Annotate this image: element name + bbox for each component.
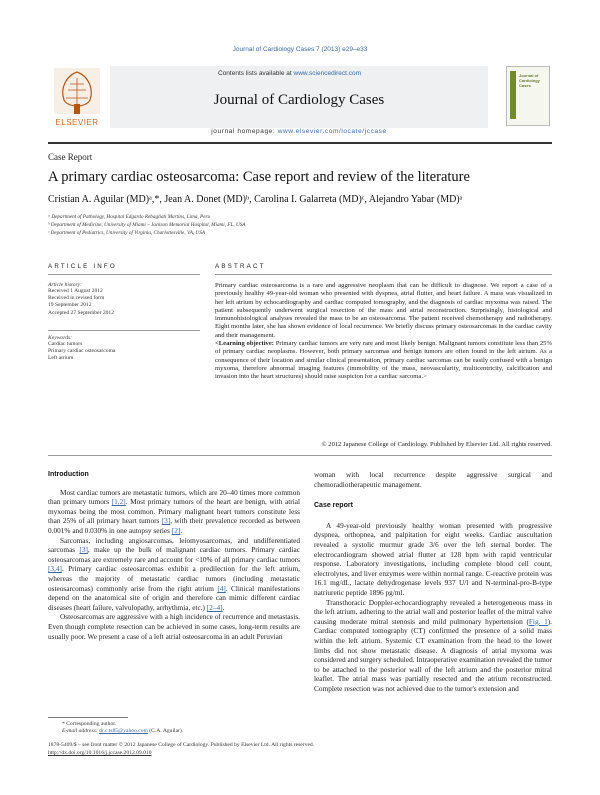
masthead xyxy=(48,66,552,135)
email-link[interactable]: dr.c.ts85@yahoo.com xyxy=(99,728,148,735)
copyright-line: © 2012 Japanese College of Cardiology. Published by Elsevier Ltd. All rights reserved. xyxy=(321,441,552,448)
corresponding-author-note: * Corresponding author. xyxy=(62,721,117,727)
intro-paragraph-3: Osteosarcomas are aggressive with a high incidence of recurrence and metastasis. Even though complete resection can be achieved in some cases, long-term results are usually poor. We present a case of a left atrial osteosarcoma in an adult Peruvian xyxy=(48,612,300,641)
intro-paragraph-2: Sarcomas, including angiosarcomas, leiomyosarcomas, and undifferentiated sarcomas [3], make up the bulk of malignant cardiac tumors. Primary cardiac osteosarcomas are extremely rare and account for <10% of all primary cardiac tumors [3,4]. Primary cardiac osteosarcomas exhibit a predilection for the left atrium, whereas the majority of metastatic cardiac tumors (including metastatic osteosarcomas) commonly arise from the right atrium [4]. Clinical manifestations depend on the anatomical site of origin and therefore can mimic different cardiac diseases (heart failure, valvulopathy, arrhythmia, etc.) [2–4]. xyxy=(48,535,300,612)
abstract-heading: ABSTRACT xyxy=(215,263,266,270)
figure-link[interactable]: Fig. 1 xyxy=(528,616,548,626)
journal-citation: Journal of Cardiology Cases 7 (2013) e29–e33 xyxy=(232,46,368,53)
reference-link[interactable]: [1,2] xyxy=(111,497,126,507)
reference-link[interactable]: [3] xyxy=(79,545,88,555)
abstract-body xyxy=(215,282,552,382)
issn-line: 1878-5409/$ – see front matter © 2012 Japanese College of Cardiology. Published by Elsevier Ltd. All rights reserved. xyxy=(48,742,315,748)
footnotes xyxy=(62,721,302,735)
reference-link[interactable]: [3,4] xyxy=(48,564,62,574)
keyword-item: Left atrium xyxy=(48,355,74,362)
contents-line xyxy=(218,70,361,77)
contents-prefix: Contents lists available at xyxy=(218,70,294,77)
sciencedirect-link[interactable]: www.sciencedirect.com xyxy=(293,70,362,77)
author-list: Cristian A. Aguilar (MD)ᵃ,*, Jean A. Donet (MD)ᵇ, Carolina I. Galarreta (MD)ᶜ, Alejandro Yabar (MD)ᵃ xyxy=(48,194,463,205)
info-rule-left xyxy=(48,274,200,275)
article-type: Case Report xyxy=(48,152,93,162)
history-item: Accepted 27 September 2012 xyxy=(48,309,115,316)
case-paragraph-1: A 49-year-old previously healthy woman presented with progressive dyspnea, orthopnea, and palpitation for eight weeks. Cardiac auscultation revealed a systolic murmur grade 3/6 over the left sternal border. The electrocardiogram showed atrial flutter at 128 bpm with rapid ventricular response. Laboratory investigations, including complete blood cell count, electrolytes, and liver enzymes were within normal range. C-reactive protein was 16.1 mg/dL, lactate dehydrogenase levels 937 U/l and N-terminal-pro-B-type natriuretic peptide 1896 pg/ml. xyxy=(314,520,552,597)
case-report-heading: Case report xyxy=(314,502,353,510)
doi-link[interactable]: http://dx.doi.org/10.1016/j.jccase.2012.09.010 xyxy=(48,750,152,756)
article-info xyxy=(48,282,200,317)
footnote-rule xyxy=(48,717,128,718)
keyword-item: Primary cardiac osteosarcoma xyxy=(48,348,116,355)
reference-link[interactable]: [4] xyxy=(217,583,226,593)
left-column xyxy=(48,470,300,641)
history-label: Article history: xyxy=(48,282,83,288)
case-paragraph-2: Transthoracic Doppler-echocardiography revealed a heterogeneous mass in the left atrium, adhering to the atrial wall and posterior leaflet of the mitral valve causing moderate mitral stenosis and mild pulmonary hypertension (Fig. 1). Cardiac computed tomography (CT) confirmed the presence of a solid mass within the left atrium. Systemic CT examination from the head to the lower limbs did not show metastatic disease. A diagnosis of atrial myxoma was considered and surgery scheduled. Intraoperative examination revealed the tumor to be attached to the posterior wall of the left atrium and the posterior mitral leaflet. The atrial mass was partially resected and the atrium reconstructed. Complete resection was not achieved due to the tumor's extension and xyxy=(314,597,553,693)
right-column xyxy=(314,470,552,693)
intro-paragraph-1: Most cardiac tumors are metastatic tumors, which are 20–40 times more common than primary tumors [1,2]. Most primary tumors of the heart are benign, with atrial myxomas being the most common. Primary malignant heart tumors constitute less than 25% of all primary heart tumors [3], with their prevalence recorded as between 0.001% and 0.030% in one autopsy series [2]. xyxy=(48,487,301,535)
history-item: Received 1 August 2012 xyxy=(48,288,103,294)
affiliation-c: ᶜ Department of Pediatrics, University of Virginia, Charlottesville, VA, USA xyxy=(48,230,206,236)
history-item: 19 September 2012 xyxy=(48,302,92,309)
article-info-heading: ARTICLE INFO xyxy=(48,263,117,270)
affiliation-a: ᵃ Department of Pathology, Hospital Edgardo Rebagliati Martins, Lima, Peru xyxy=(48,214,211,220)
cover-title: Journal of Cardiology Cases xyxy=(519,73,540,88)
article-title: A primary cardiac osteosarcoma: Case report and review of the literature xyxy=(48,169,470,185)
journal-homepage xyxy=(110,128,488,135)
cover-stripe xyxy=(510,71,516,119)
learning-objective-label: <Learning objective: xyxy=(215,340,274,348)
introduction-heading: Introduction xyxy=(48,471,89,478)
reference-link[interactable]: [3] xyxy=(161,516,171,526)
masthead-rule xyxy=(48,142,552,144)
history-item: Received in revised form xyxy=(48,295,105,302)
homepage-prefix: journal homepage: xyxy=(211,128,278,135)
reference-link[interactable]: [2] xyxy=(171,525,181,535)
publisher-logo-text: ELSEVIER xyxy=(55,118,99,127)
journal-cover xyxy=(506,66,550,126)
learning-objective-text: Primary cardiac tumors are very rare and most likely benign. Malignant tumors constitute less than 25% of primary cardiac neoplasms. However, both primary sarcomas and benign tumors are often found in the left atrium. As a consequence of their location and similar clinical presentation, primary cardiac sarcomas can be easily confused with a benign myxoma, therefore abnormal imaging features (immobility of the mass, neovascularity, multicentricity, calcification and invasion into the heart structures) should raise suspicion for a cardiac sarcoma.> xyxy=(215,340,552,381)
keywords-label: Keywords: xyxy=(48,335,73,341)
intro-paragraph-3-continued: woman with local recurrence despite aggressive surgical and chemoradiotherapeutic management. xyxy=(314,470,552,489)
homepage-link[interactable]: www.elsevier.com/locate/jccase xyxy=(277,128,387,135)
abstract-text: Primary cardiac osteosarcoma is a rare and aggressive neoplasm that can be difficult to diagnose. We report a case of a previously healthy 49-year-old woman who presented with dyspnea, atrial flutter, and heart failure. A mass was visualized in her left atrium by echocardiography and cardiac computed tomography, and the diagnosis of cardiac myxoma was raised. The patient subsequently underwent surgical resection of the mass and atrial reconstruction. Surprisingly, histological and immunohistological analyses revealed the mass to be an osteosarcoma. The patient received chemotherapy and radiotherapy. Eight months later, she has shown evidence of local recurrence. We briefly discuss primary osteosarcomas in the cardiac cavity and their management. xyxy=(215,282,552,339)
keywords xyxy=(48,335,200,363)
info-rule-right xyxy=(215,274,552,275)
journal-title: Journal of Cardiology Cases xyxy=(213,92,385,108)
reference-link[interactable]: [2–4] xyxy=(206,602,223,612)
abstract-bottom-rule xyxy=(48,455,552,456)
affiliation-b: ᵇ Department of Medicine, University of Miami – Jackson Memorial Hospital, Miami, FL, USA xyxy=(48,222,246,228)
keywords-rule xyxy=(48,330,200,331)
keyword-item: Cardiac tumors xyxy=(48,341,83,347)
email-note: E-mail address: dr.c.ts85@yahoo.com (C.A. Aguilar). xyxy=(62,728,184,735)
